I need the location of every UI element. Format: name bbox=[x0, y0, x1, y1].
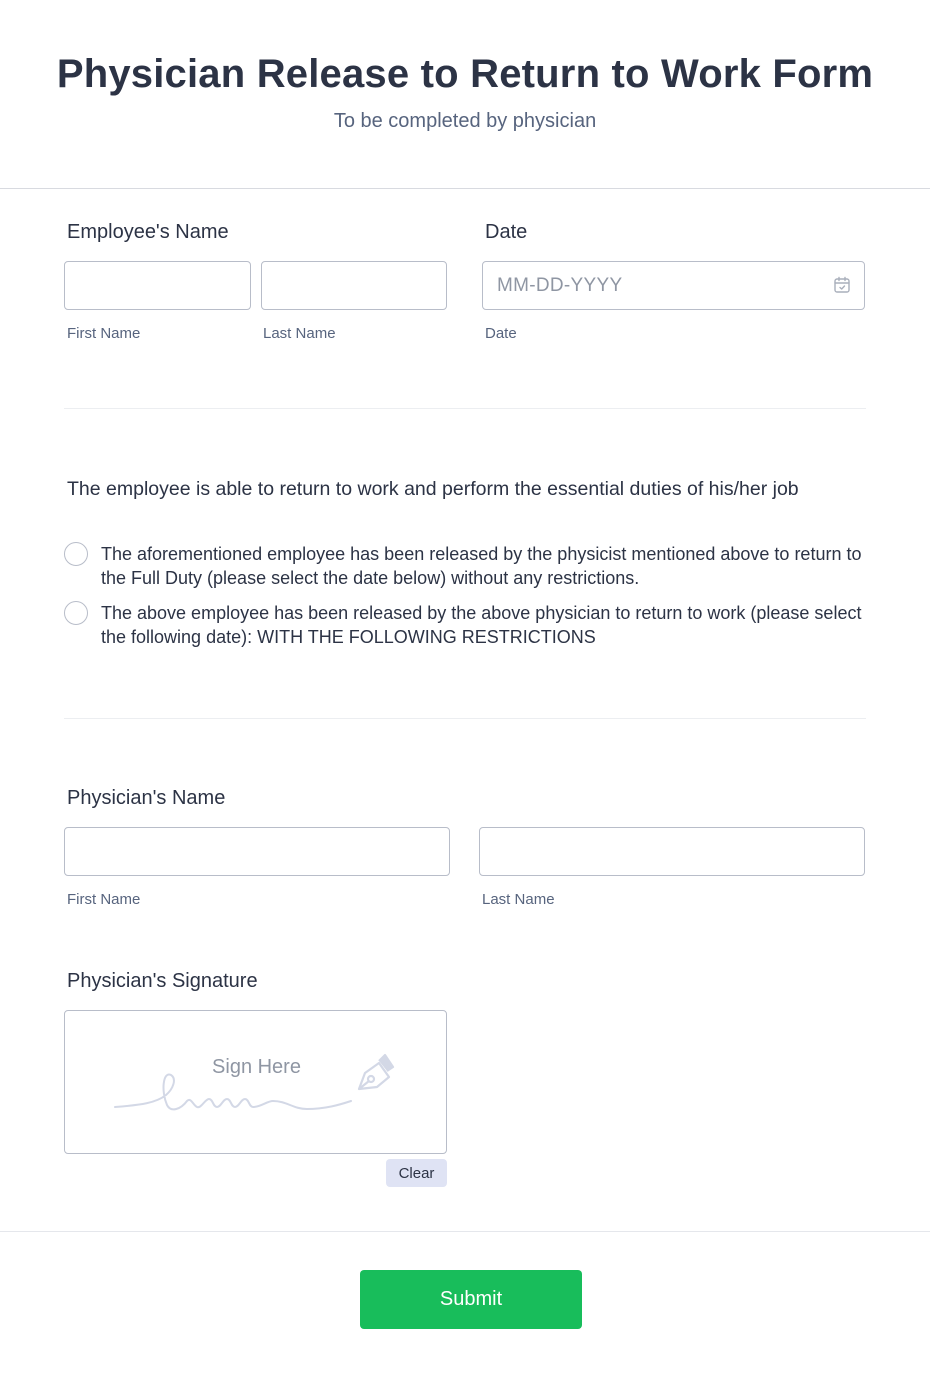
employee-first-name-input[interactable] bbox=[64, 261, 251, 310]
physician-last-name-input[interactable] bbox=[479, 827, 865, 876]
physician-last-name-sublabel: Last Name bbox=[482, 891, 555, 908]
employee-last-name-sublabel: Last Name bbox=[263, 325, 336, 342]
date-sublabel: Date bbox=[485, 325, 517, 342]
radio-button[interactable] bbox=[64, 542, 88, 566]
calendar-icon[interactable] bbox=[833, 276, 851, 294]
radio-option-label[interactable]: The aforementioned employee has been released by the physicist mentioned above to return to the Full Duty (please select the date below) without any restrictions. bbox=[101, 544, 862, 588]
radio-option-label[interactable]: The above employee has been released by the above physician to return to work (please select the following date): WITH THE FOLLOWING RESTRICTIONS bbox=[101, 603, 862, 647]
submit-button[interactable]: Submit bbox=[360, 1270, 582, 1329]
physician-name-label: Physician's Name bbox=[67, 787, 226, 809]
date-placeholder: MM-DD-YYYY bbox=[497, 274, 623, 296]
page-subtitle: To be completed by physician bbox=[333, 110, 597, 132]
section-divider bbox=[64, 408, 866, 409]
signature-label: Physician's Signature bbox=[67, 970, 258, 992]
footer-divider bbox=[0, 1231, 930, 1232]
physician-first-name-sublabel: First Name bbox=[67, 891, 141, 908]
return-question-label: The employee is able to return to work and perform the essential duties of his/her job bbox=[67, 478, 799, 500]
form-header bbox=[0, 0, 930, 189]
date-label: Date bbox=[485, 221, 528, 243]
employee-first-name-sublabel: First Name bbox=[67, 325, 141, 342]
sign-here-placeholder: Sign Here bbox=[212, 1056, 301, 1078]
clear-signature-button[interactable]: Clear bbox=[386, 1159, 447, 1187]
physician-first-name-input[interactable] bbox=[64, 827, 450, 876]
page-title: Physician Release to Return to Work Form bbox=[56, 52, 874, 96]
date-input[interactable] bbox=[482, 261, 865, 310]
section-divider bbox=[64, 718, 866, 719]
employee-last-name-input[interactable] bbox=[261, 261, 447, 310]
employee-name-label: Employee's Name bbox=[67, 221, 229, 243]
signature-pad[interactable] bbox=[64, 1010, 447, 1154]
radio-button[interactable] bbox=[64, 601, 88, 625]
